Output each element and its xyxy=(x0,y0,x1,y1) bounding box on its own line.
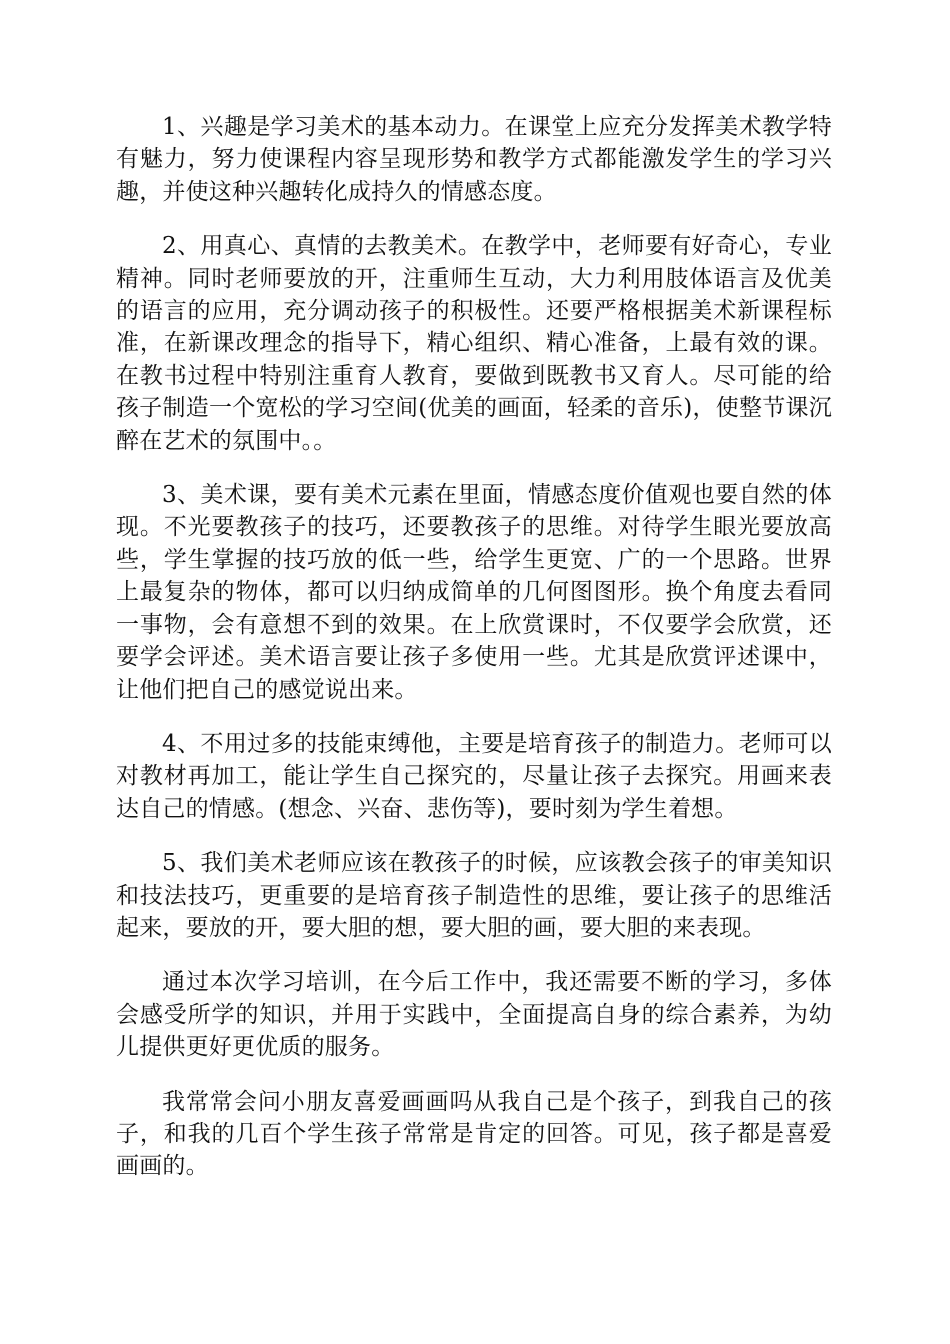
paragraph-1: 1、兴趣是学习美术的基本动力。在课堂上应充分发挥美术教学特有魅力，努力使课程内容呈现形势和教学方式都能激发学生的学习兴趣，并使这种兴趣转化成持久的情感态度。 xyxy=(116,114,832,205)
paragraph-4: 4、不用过多的技能束缚他，主要是培育孩子的制造力。老师可以对教材再加工，能让学生自己探究的，尽量让孩子去探究。用画来表达自己的情感。(想念、兴奋、悲伤等)，要时刻为学生着想。 xyxy=(116,730,832,822)
paragraph-3: 3、美术课，要有美术元素在里面，情感态度价值观也要自然的体现。不光要教孩子的技巧，还要教孩子的思维。对待学生眼光要放高些，学生掌握的技巧放的低一些，给学生更宽、广的一个思路。世界上最复杂的物体，都可以归纳成简单的几何图图形。换个角度去看同一事物，会有意想不到的效果。在上欣赏课时，不仅要学会欣赏，还要学会评述。美术语言要让孩子多使用一些。尤其是欣赏评述课中，让他们把自己的感觉说出来。 xyxy=(116,482,832,703)
paragraph-2: 2、用真心、真情的去教美术。在教学中，老师要有好奇心，专业精神。同时老师要放的开，注重师生互动，大力利用肢体语言及优美的语言的应用，充分调动孩子的积极性。还要严格根据美术新课程标准，在新课改理念的指导下，精心组织、精心准备，上最有效的课。在教书过程中特别注重育人教育，要做到既教书又育人。尽可能的给孩子制造一个宽松的学习空间(优美的画面，轻柔的音乐)，使整节课沉醉在艺术的氛围中。。 xyxy=(116,233,832,454)
paragraph-6: 通过本次学习培训，在今后工作中，我还需要不断的学习，多体会感受所学的知识，并用于实践中，全面提高自身的综合素养，为幼儿提供更好更优质的服务。 xyxy=(116,969,832,1061)
document-page xyxy=(116,111,832,1183)
paragraph-5: 5、我们美术老师应该在教孩子的时候，应该教会孩子的审美知识和技法技巧，更重要的是培育孩子制造性的思维，要让孩子的思维活起来，要放的开，要大胆的想，要大胆的画，要大胆的来表现。 xyxy=(116,850,832,941)
paragraph-7: 我常常会问小朋友喜爱画画吗从我自己是个孩子，到我自己的孩子，和我的几百个学生孩子常常是肯定的回答。可见，孩子都是喜爱画画的。 xyxy=(116,1088,832,1180)
